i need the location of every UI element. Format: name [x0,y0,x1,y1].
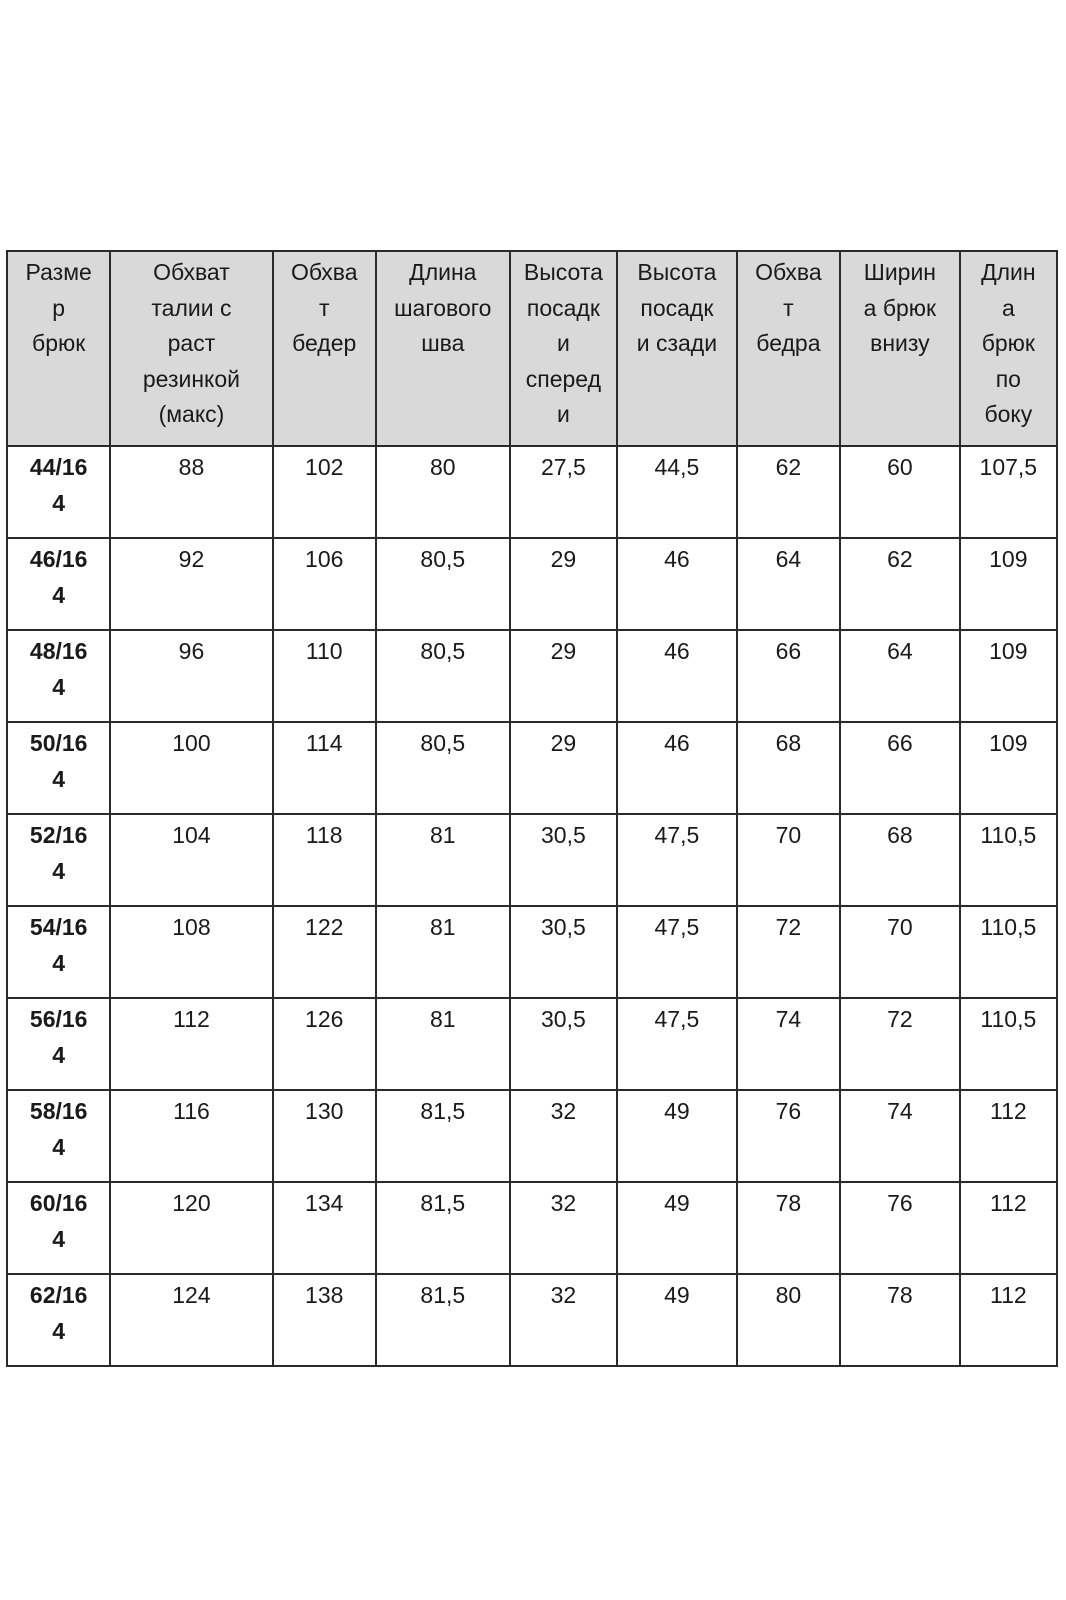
cell-front-rise: 30,5 [510,814,617,906]
cell-side-length: 110,5 [960,906,1057,998]
cell-thigh: 78 [737,1182,840,1274]
cell-front-rise: 27,5 [510,446,617,538]
cell-inseam: 80,5 [376,630,510,722]
cell-front-rise: 29 [510,722,617,814]
cell-waist: 88 [110,446,272,538]
cell-front-rise: 30,5 [510,998,617,1090]
cell-hem-width: 60 [840,446,960,538]
cell-back-rise: 46 [617,538,737,630]
cell-waist: 96 [110,630,272,722]
cell-thigh: 66 [737,630,840,722]
header-inseam: Длина шагового шва [376,251,510,446]
cell-hips: 118 [273,814,376,906]
cell-size: 52/16 4 [7,814,110,906]
cell-inseam: 81 [376,998,510,1090]
table-header [7,251,1057,446]
cell-front-rise: 32 [510,1090,617,1182]
table-row [7,1182,1057,1274]
header-row [7,251,1057,446]
table-row [7,538,1057,630]
table-row [7,630,1057,722]
cell-hips: 126 [273,998,376,1090]
table-row [7,446,1057,538]
cell-side-length: 112 [960,1274,1057,1366]
cell-side-length: 109 [960,538,1057,630]
header-thigh: Обхва т бедра [737,251,840,446]
cell-side-length: 109 [960,630,1057,722]
cell-hem-width: 64 [840,630,960,722]
cell-inseam: 81,5 [376,1182,510,1274]
header-hem-width: Ширин а брюк внизу [840,251,960,446]
cell-front-rise: 29 [510,630,617,722]
cell-waist: 108 [110,906,272,998]
cell-thigh: 64 [737,538,840,630]
cell-front-rise: 32 [510,1182,617,1274]
cell-hem-width: 78 [840,1274,960,1366]
cell-side-length: 109 [960,722,1057,814]
table-row [7,1274,1057,1366]
cell-back-rise: 49 [617,1090,737,1182]
cell-inseam: 81 [376,906,510,998]
cell-waist: 124 [110,1274,272,1366]
cell-back-rise: 49 [617,1182,737,1274]
cell-size: 56/16 4 [7,998,110,1090]
header-size: Разме р брюк [7,251,110,446]
cell-inseam: 80 [376,446,510,538]
cell-hips: 122 [273,906,376,998]
cell-back-rise: 47,5 [617,814,737,906]
cell-size: 60/16 4 [7,1182,110,1274]
table-body [7,446,1057,1366]
cell-inseam: 81,5 [376,1090,510,1182]
size-chart-table [6,250,1058,1367]
header-side-length: Длин а брюк по боку [960,251,1057,446]
cell-inseam: 81,5 [376,1274,510,1366]
cell-back-rise: 47,5 [617,998,737,1090]
cell-size: 54/16 4 [7,906,110,998]
cell-back-rise: 49 [617,1274,737,1366]
cell-thigh: 62 [737,446,840,538]
cell-hem-width: 70 [840,906,960,998]
cell-thigh: 74 [737,998,840,1090]
table-row [7,722,1057,814]
cell-waist: 120 [110,1182,272,1274]
cell-side-length: 107,5 [960,446,1057,538]
cell-waist: 116 [110,1090,272,1182]
cell-hem-width: 76 [840,1182,960,1274]
cell-size: 48/16 4 [7,630,110,722]
cell-hem-width: 66 [840,722,960,814]
cell-size: 44/16 4 [7,446,110,538]
header-waist: Обхват талии с раст резинкой (макс) [110,251,272,446]
cell-thigh: 70 [737,814,840,906]
cell-hem-width: 72 [840,998,960,1090]
cell-hips: 110 [273,630,376,722]
cell-hips: 106 [273,538,376,630]
cell-thigh: 80 [737,1274,840,1366]
cell-hem-width: 62 [840,538,960,630]
cell-thigh: 76 [737,1090,840,1182]
cell-side-length: 112 [960,1182,1057,1274]
cell-hem-width: 74 [840,1090,960,1182]
table-row [7,906,1057,998]
cell-inseam: 81 [376,814,510,906]
table-row [7,998,1057,1090]
cell-back-rise: 47,5 [617,906,737,998]
cell-inseam: 80,5 [376,722,510,814]
cell-size: 62/16 4 [7,1274,110,1366]
cell-size: 58/16 4 [7,1090,110,1182]
cell-hips: 130 [273,1090,376,1182]
cell-front-rise: 32 [510,1274,617,1366]
cell-hips: 138 [273,1274,376,1366]
cell-front-rise: 29 [510,538,617,630]
header-hips: Обхва т бедер [273,251,376,446]
cell-waist: 92 [110,538,272,630]
header-front-rise: Высота посадк и сперед и [510,251,617,446]
cell-front-rise: 30,5 [510,906,617,998]
cell-back-rise: 46 [617,722,737,814]
cell-thigh: 68 [737,722,840,814]
cell-side-length: 110,5 [960,998,1057,1090]
cell-size: 50/16 4 [7,722,110,814]
cell-back-rise: 46 [617,630,737,722]
cell-waist: 104 [110,814,272,906]
cell-size: 46/16 4 [7,538,110,630]
cell-thigh: 72 [737,906,840,998]
cell-hips: 134 [273,1182,376,1274]
cell-hips: 114 [273,722,376,814]
table-row [7,814,1057,906]
cell-hips: 102 [273,446,376,538]
cell-side-length: 112 [960,1090,1057,1182]
cell-side-length: 110,5 [960,814,1057,906]
header-back-rise: Высота посадк и сзади [617,251,737,446]
cell-inseam: 80,5 [376,538,510,630]
table-row [7,1090,1057,1182]
cell-waist: 100 [110,722,272,814]
cell-back-rise: 44,5 [617,446,737,538]
cell-hem-width: 68 [840,814,960,906]
cell-waist: 112 [110,998,272,1090]
